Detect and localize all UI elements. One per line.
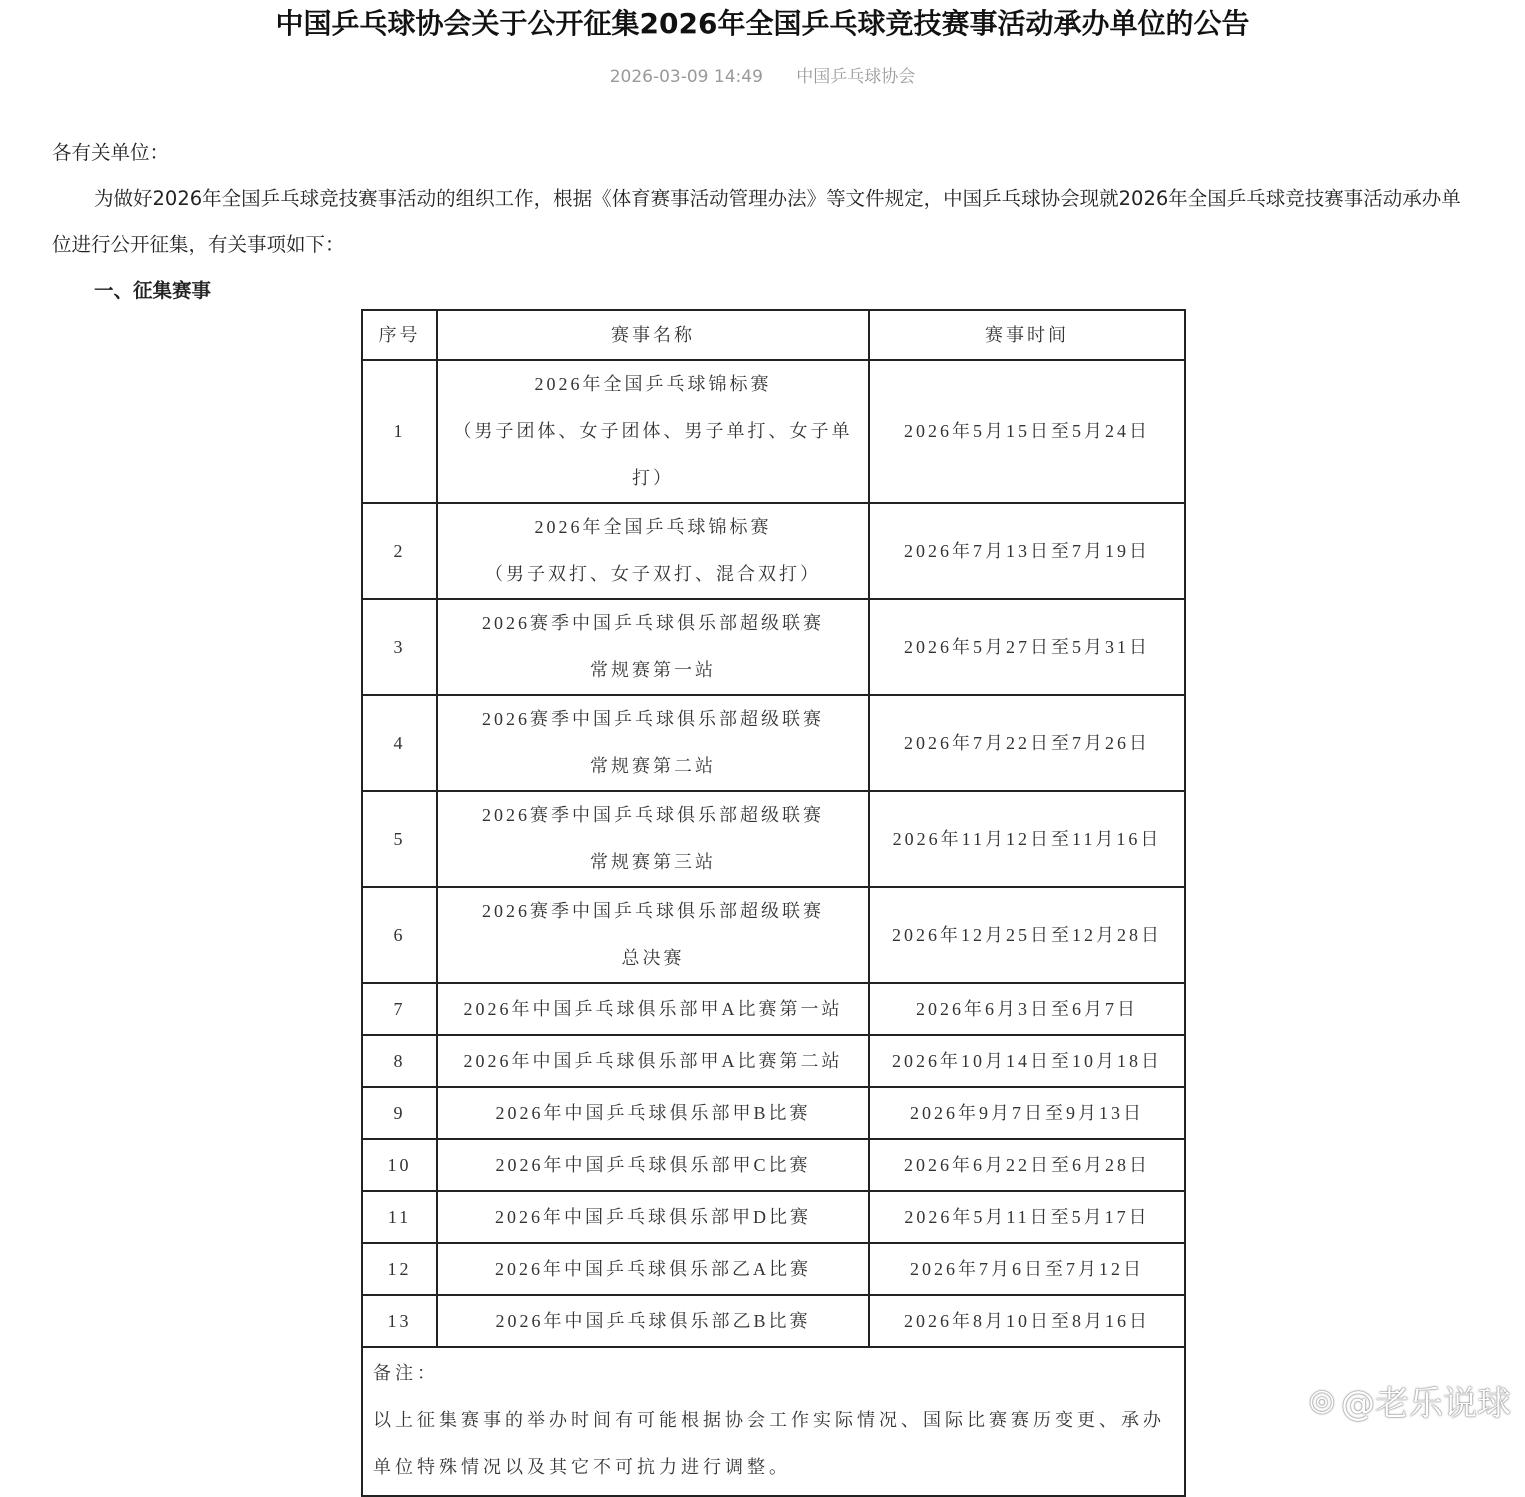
event-name — [437, 983, 869, 1035]
publish-source[interactable]: 中国乒乓球协会 — [796, 67, 916, 87]
notes-label: 备注： — [373, 1363, 439, 1383]
row-number: 11 — [362, 1191, 437, 1243]
publish-datetime: 2026-03-09 14:49 — [609, 67, 763, 87]
event-name-line: 2026赛季中国乒乓球俱乐部超级联赛 — [482, 805, 824, 825]
events-table — [361, 309, 1186, 1497]
row-number: 12 — [362, 1243, 437, 1295]
event-time: 2026年7月22日至7月26日 — [869, 695, 1185, 791]
page-title: 中国乒乓球协会关于公开征集2026年全国乒乓球竞技赛事活动承办单位的公告 — [275, 7, 1250, 40]
notes-row — [362, 1347, 1185, 1496]
event-name — [437, 695, 869, 791]
event-name-line: 总决赛 — [621, 948, 685, 968]
table-row — [362, 1035, 1185, 1087]
event-name — [437, 1139, 869, 1191]
row-number: 1 — [362, 360, 437, 503]
event-name-line: 2026赛季中国乒乓球俱乐部超级联赛 — [482, 709, 824, 729]
event-name-line: （男子团体、女子团体、男子单打、女子单打） — [453, 421, 853, 488]
row-number: 2 — [362, 503, 437, 599]
header-no: 序号 — [362, 310, 437, 360]
table-row — [362, 1139, 1185, 1191]
event-name — [437, 1243, 869, 1295]
row-number: 9 — [362, 1087, 437, 1139]
notes-text: 以上征集赛事的举办时间有可能根据协会工作实际情况、国际比赛赛历变更、承办单位特殊情况以及其它不可抗力进行调整。 — [373, 1410, 1165, 1477]
event-name — [437, 1035, 869, 1087]
event-time: 2026年9月7日至9月13日 — [869, 1087, 1185, 1139]
event-name-line: 常规赛第三站 — [590, 852, 716, 872]
row-number: 3 — [362, 599, 437, 695]
article-body — [52, 130, 1477, 314]
event-name-line: 2026年中国乒乓球俱乐部甲C比赛 — [495, 1154, 811, 1175]
event-name-line: 2026年中国乒乓球俱乐部乙B比赛 — [495, 1310, 811, 1331]
article-meta — [0, 62, 1525, 87]
event-time: 2026年5月15日至5月24日 — [869, 360, 1185, 503]
watermark-text: @老乐说球 — [1341, 1384, 1511, 1424]
event-name — [437, 360, 869, 503]
table-row — [362, 599, 1185, 695]
event-time: 2026年5月11日至5月17日 — [869, 1191, 1185, 1243]
event-name-line: 2026年中国乒乓球俱乐部甲A比赛第一站 — [463, 998, 843, 1019]
event-time: 2026年7月6日至7月12日 — [869, 1243, 1185, 1295]
event-name — [437, 1087, 869, 1139]
intro-paragraph: 为做好2026年全国乒乓球竞技赛事活动的组织工作，根据《体育赛事活动管理办法》等文件规定，中国乒乓球协会现就2026年全国乒乓球竞技赛事活动承办单位进行公开征集，有关事项如下： — [52, 187, 1461, 256]
event-name-line: （男子双打、女子双打、混合双打） — [485, 564, 821, 584]
event-time: 2026年6月22日至6月28日 — [869, 1139, 1185, 1191]
event-name-line: 2026年中国乒乓球俱乐部甲A比赛第二站 — [463, 1050, 843, 1071]
table-row — [362, 791, 1185, 887]
event-time: 2026年12月25日至12月28日 — [869, 887, 1185, 983]
table-row — [362, 1243, 1185, 1295]
watermark — [1309, 1376, 1511, 1425]
event-time: 2026年10月14日至10月18日 — [869, 1035, 1185, 1087]
event-name-line: 2026年中国乒乓球俱乐部乙A比赛 — [495, 1258, 811, 1279]
table-row — [362, 983, 1185, 1035]
table-row — [362, 360, 1185, 503]
table-row — [362, 1191, 1185, 1243]
event-name-line: 2026年中国乒乓球俱乐部甲B比赛 — [495, 1102, 811, 1123]
table-row — [362, 887, 1185, 983]
event-name-line: 2026年全国乒乓球锦标赛 — [534, 374, 772, 394]
event-time: 2026年8月10日至8月16日 — [869, 1295, 1185, 1347]
row-number: 4 — [362, 695, 437, 791]
event-name — [437, 1191, 869, 1243]
table-row — [362, 503, 1185, 599]
header-name: 赛事名称 — [437, 310, 869, 360]
event-name-line: 2026赛季中国乒乓球俱乐部超级联赛 — [482, 613, 824, 633]
row-number: 10 — [362, 1139, 437, 1191]
salutation: 各有关单位： — [52, 141, 170, 164]
row-number: 5 — [362, 791, 437, 887]
weibo-logo-icon: ◎ — [1308, 1383, 1335, 1418]
event-time: 2026年7月13日至7月19日 — [869, 503, 1185, 599]
event-name — [437, 887, 869, 983]
event-name-line: 常规赛第一站 — [590, 660, 716, 680]
section-heading: 一、征集赛事 — [94, 279, 212, 302]
table-header-row — [362, 310, 1185, 360]
row-number: 7 — [362, 983, 437, 1035]
header-time: 赛事时间 — [869, 310, 1185, 360]
event-name — [437, 599, 869, 695]
table-row — [362, 695, 1185, 791]
row-number: 8 — [362, 1035, 437, 1087]
table-row — [362, 1087, 1185, 1139]
event-time: 2026年6月3日至6月7日 — [869, 983, 1185, 1035]
event-name-line: 2026赛季中国乒乓球俱乐部超级联赛 — [482, 901, 824, 921]
event-name — [437, 791, 869, 887]
event-name-line: 2026年中国乒乓球俱乐部甲D比赛 — [495, 1206, 811, 1227]
table-row — [362, 1295, 1185, 1347]
row-number: 6 — [362, 887, 437, 983]
event-name-line: 常规赛第二站 — [590, 756, 716, 776]
row-number: 13 — [362, 1295, 437, 1347]
event-time: 2026年11月12日至11月16日 — [869, 791, 1185, 887]
notes-cell — [362, 1347, 1185, 1496]
event-name — [437, 1295, 869, 1347]
event-name-line: 2026年全国乒乓球锦标赛 — [534, 517, 772, 537]
event-time: 2026年5月27日至5月31日 — [869, 599, 1185, 695]
event-name — [437, 503, 869, 599]
